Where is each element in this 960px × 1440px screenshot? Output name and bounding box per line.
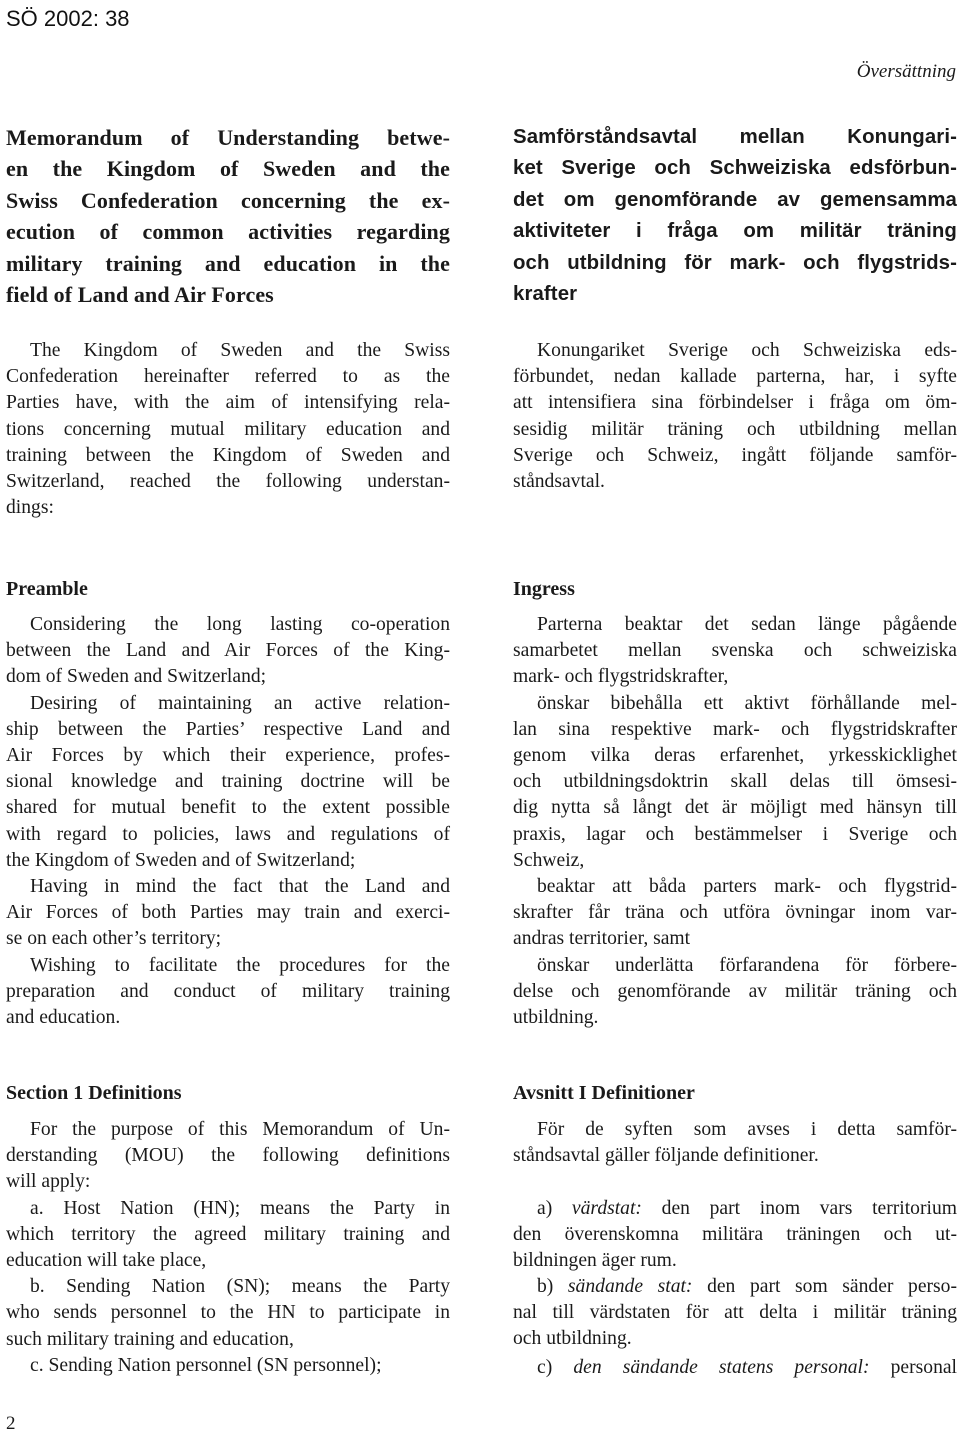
title-line: och utbildning för mark- och flygstrids- (513, 251, 957, 274)
paragraph (6, 691, 450, 874)
text-line: praxis, lagar och bestämmelser i Sverige och (513, 823, 957, 845)
title-line: krafter (513, 283, 578, 306)
paragraph (6, 1353, 450, 1379)
text-line: preparation and conduct of military training (6, 980, 450, 1002)
text-line: genom vilka deras erfarenhet, yrkesskicklighet (513, 745, 957, 767)
text-line: utbildning. (513, 1007, 599, 1029)
paragraph (513, 874, 957, 953)
text-line: the Kingdom of Sweden and of Switzerland; (6, 849, 356, 871)
document-reference: SÖ 2002: 38 (6, 6, 130, 31)
text-line: sesidig militär träning och utbildning mellan (513, 418, 957, 440)
definition-first-line (513, 1196, 957, 1222)
text-line: sional knowledge and training doctrine will be (6, 771, 450, 793)
text-line: önskar bibehålla ett aktivt förhållande mel- (537, 692, 957, 714)
paragraph (513, 691, 957, 874)
definition-first-line (513, 1355, 957, 1381)
text-line: with regard to policies, laws and regulations of (6, 823, 450, 845)
paragraph (6, 1117, 450, 1196)
text-line: derstanding (MOU) the following definitions (6, 1145, 450, 1167)
page-number: 2 (6, 1413, 16, 1434)
text-line: beaktar att båda parters mark- och flygstrid- (537, 876, 957, 898)
text-line: delse och genomförande av militär träning och (513, 980, 957, 1002)
text-line: Konungariket Sverige och Schweiziska eds- (537, 340, 957, 361)
definition-b (513, 1274, 957, 1353)
text-line: lan sina respektive mark- och flygstridskrafter (513, 718, 957, 740)
definition-a (513, 1196, 957, 1275)
text-line: Air Forces by which their experience, profes- (6, 745, 450, 767)
text-line: For the purpose of this Memorandum of Un- (30, 1119, 450, 1140)
text-line: att intensifiera sina förbindelser i fråga om öm- (513, 392, 957, 414)
text-line: such military training and education, (6, 1328, 294, 1350)
definition-c (513, 1355, 957, 1381)
text-line: c. Sending Nation personnel (SN personnel); (30, 1354, 382, 1376)
text-line: Air Forces of both Parties may train and exerci- (6, 902, 450, 924)
text-line: ståndsavtal gäller följande definitioner. (513, 1145, 819, 1167)
text-line: education will take place, (6, 1250, 207, 1272)
text-line: will apply: (6, 1171, 91, 1193)
text-line: Confederation hereinafter referred to as the (6, 366, 450, 388)
text-line: between the Land and Air Forces of the King- (6, 640, 450, 662)
definition-text: personal (869, 1357, 958, 1378)
text-line: Desiring of maintaining an active relation- (30, 692, 450, 714)
text-line: Considering the long lasting co-operation (30, 614, 450, 635)
text-line: which territory the agreed military training and (6, 1223, 450, 1245)
definition-term: värdstat: (571, 1198, 642, 1219)
text-line: dig nytta så långt det är möjligt med hänsyn till (513, 797, 957, 819)
ingress-heading: Ingress (513, 578, 575, 600)
text-line: och utbildning. (513, 1328, 632, 1350)
title-line: field of Land and Air Forces (6, 282, 274, 308)
paragraph (513, 612, 957, 691)
definition-first-line (513, 1274, 957, 1300)
text-line: b. Sending Nation (SN); means the Party (30, 1276, 450, 1298)
text-line: Schweiz, (513, 849, 585, 871)
definition-term: sändande stat: (567, 1276, 693, 1297)
text-line: The Kingdom of Sweden and the Swiss (30, 340, 450, 361)
text-line: dings: (6, 497, 54, 519)
text-line: Parterna beaktar det sedan länge pågående (537, 614, 957, 635)
english-preamble (6, 612, 450, 1031)
text-line: förbundet, nedan kallade parterna, har, i syfte (513, 366, 957, 388)
text-line: Having in mind the fact that the Land and (30, 876, 450, 898)
text-line: who sends personnel to the HN to participate in (6, 1302, 450, 1324)
text-line: Parties have, with the aim of intensifying rela- (6, 392, 450, 414)
paragraph (6, 953, 450, 1032)
paragraph (6, 1196, 450, 1275)
english-intro (6, 338, 450, 521)
title-line: det om genomförande av gemensamma (513, 188, 957, 211)
text-line: shared for mutual benefit to the extent possible (6, 797, 450, 819)
definition-marker: b) (537, 1276, 568, 1297)
text-line: andras territorier, samt (513, 928, 691, 950)
swedish-preamble (513, 612, 957, 1031)
text-line: se on each other’s territory; (6, 928, 222, 950)
text-line: den överenskomna militära träningen och ut- (513, 1224, 957, 1246)
definition-term: den sändande statens personal: (573, 1357, 870, 1378)
paragraph (6, 1274, 450, 1353)
text-line: and education. (6, 1007, 121, 1029)
title-line: ecution of common activities regarding (6, 219, 450, 245)
definition-marker: c) (537, 1357, 574, 1378)
title-line: en the Kingdom of Sweden and the (6, 156, 450, 182)
text-line: mark- och flygstridskrafter, (513, 666, 729, 688)
title-line: Memorandum of Understanding betwe- (6, 125, 450, 150)
text-line: samarbetet mellan svenska och schweiziska (513, 640, 957, 662)
title-line: Swiss Confederation concerning the ex- (6, 187, 450, 213)
text-line: dom of Sweden and Switzerland; (6, 666, 267, 688)
text-line: För de syften som avses i detta samför- (537, 1119, 957, 1140)
title-line: military training and education in the (6, 250, 450, 276)
preamble-heading: Preamble (6, 578, 88, 600)
text-line: a. Host Nation (HN); means the Party in (30, 1197, 450, 1219)
avsnitt1-heading: Avsnitt I Definitioner (513, 1082, 695, 1104)
text-line: Wishing to facilitate the procedures for the (30, 954, 450, 976)
title-line: ket Sverige och Schweiziska edsförbun- (513, 157, 957, 180)
translation-label: Översättning (856, 61, 956, 82)
paragraph (513, 953, 957, 1032)
section1-heading: Section 1 Definitions (6, 1082, 182, 1104)
swedish-intro (513, 338, 957, 495)
title-line: Samförståndsavtal mellan Konungari- (513, 126, 957, 148)
paragraph (6, 612, 450, 691)
definition-marker: a) (537, 1198, 572, 1219)
text-line: skrafter får träna och utföra övningar inom var- (513, 902, 957, 924)
definition-text: den part inom vars territorium (641, 1198, 957, 1219)
text-line: ståndsavtal. (513, 471, 605, 493)
swedish-title (513, 122, 957, 310)
text-line: önskar underlätta förfarandena för förbere- (537, 954, 957, 976)
text-line: nal till värdstaten för att delta i militär träning (513, 1302, 957, 1324)
definition-text: den part som sänder perso- (692, 1276, 957, 1297)
text-line: Switzerland, reached the following understan- (6, 471, 450, 493)
paragraph (6, 874, 450, 953)
text-line: training between the Kingdom of Sweden and (6, 444, 450, 466)
title-line: aktiviteter i fråga om militär träning (513, 220, 957, 243)
text-line: ship between the Parties’ respective Land and (6, 718, 450, 740)
english-title (6, 122, 450, 310)
swedish-section1-intro (513, 1117, 957, 1169)
english-section1 (6, 1117, 450, 1379)
text-line: bildningen äger rum. (513, 1250, 677, 1272)
text-line: tions concerning mutual military education and (6, 418, 450, 440)
text-line: Sverige och Schweiz, ingått följande samför- (513, 444, 957, 466)
text-line: och utbildningsdoktrin skall delas till ömsesi- (513, 771, 957, 793)
